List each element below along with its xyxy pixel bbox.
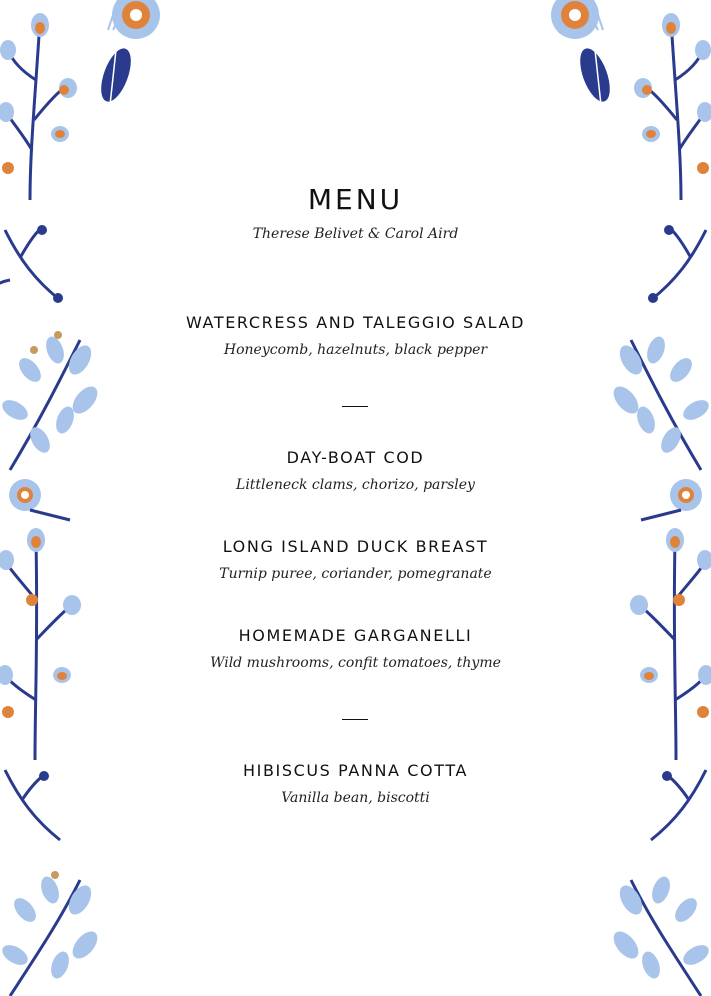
course-item <box>110 626 601 671</box>
floral-flower-mid <box>9 479 70 520</box>
course-item <box>110 761 601 806</box>
dish-description: Vanilla bean, biscotti <box>281 790 430 806</box>
dish-name: HIBISCUS PANNA COTTA <box>243 761 468 780</box>
floral-buds-lower <box>0 528 81 718</box>
top-right-flower-icon <box>543 0 623 110</box>
floral-sprig-2 <box>0 228 60 300</box>
dish-name: DAY-BOAT COD <box>286 448 425 467</box>
section-divider <box>342 719 368 720</box>
dish-description: Honeycomb, hazelnuts, black pepper <box>223 342 488 358</box>
dish-name: HOMEMADE GARGANELLI <box>238 626 473 645</box>
dish-name: LONG ISLAND DUCK BREAST <box>222 537 489 556</box>
floral-sprig-bottom <box>5 770 60 840</box>
dish-name: WATERCRESS AND TALEGGIO SALAD <box>185 313 525 332</box>
course-item <box>110 313 601 358</box>
floral-leaves-bottom <box>0 871 102 996</box>
dish-description: Turnip puree, coriander, pomegranate <box>219 566 492 582</box>
right-floral-border-icon <box>601 0 711 996</box>
floral-leaves-3 <box>0 331 102 470</box>
course-item <box>110 448 601 493</box>
dish-description: Wild mushrooms, confit tomatoes, thyme <box>210 655 501 671</box>
section-divider <box>342 406 368 407</box>
top-left-flower-icon <box>88 0 168 110</box>
couple-names: Therese Belivet & Carol Aird <box>252 226 459 242</box>
dish-description: Littleneck clams, chorizo, parsley <box>236 477 475 493</box>
left-floral-border-icon <box>0 0 110 996</box>
floral-sprig-lower <box>5 540 72 760</box>
course-item <box>110 537 601 582</box>
menu-title: MENU <box>307 183 404 216</box>
